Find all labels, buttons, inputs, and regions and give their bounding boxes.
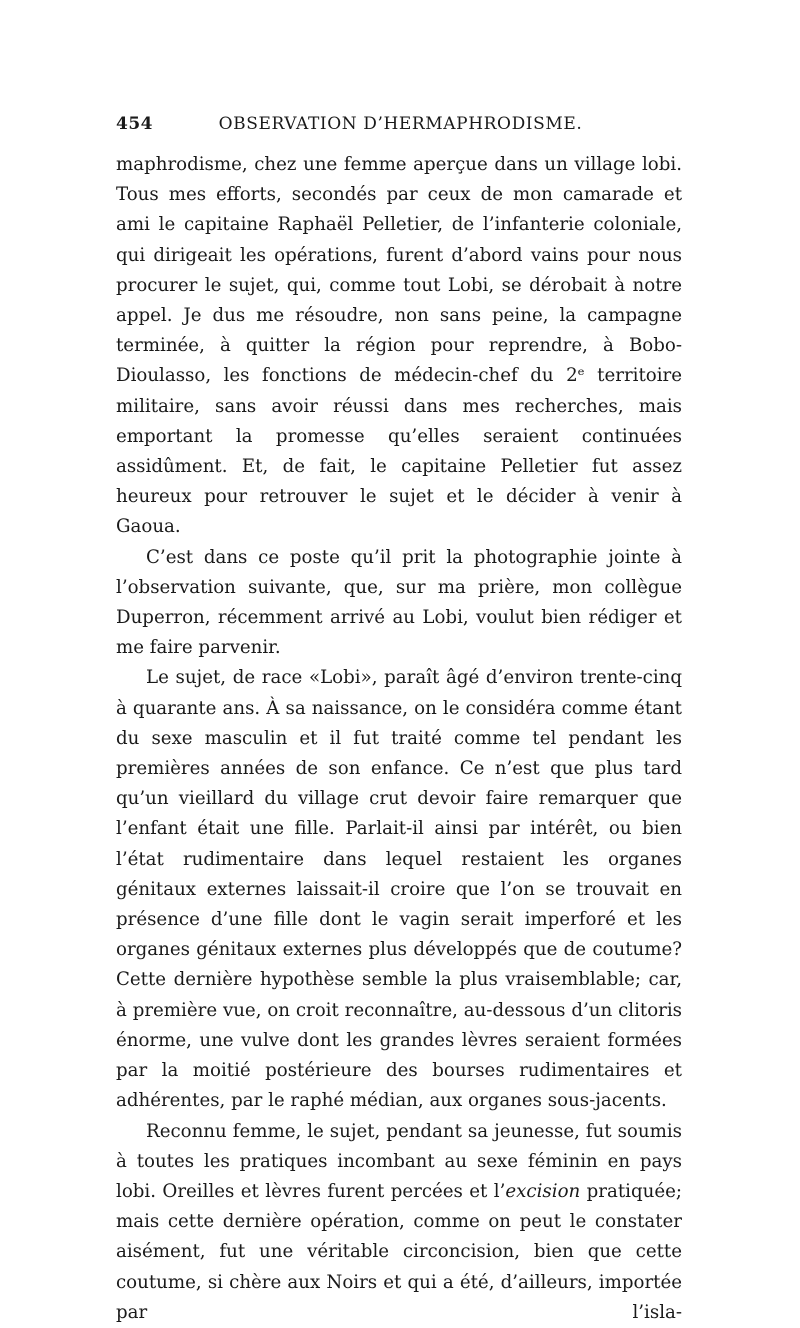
- paragraph-4-text-start: Reconnu femme, le sujet, pendant sa jeunesse, fut soumis à toutes les pratiques incombant au sexe féminin en pays lobi. Oreilles et lèvres furent percées et l’: [116, 1120, 682, 1202]
- page-number: 454: [116, 114, 153, 134]
- running-head: [116, 114, 682, 146]
- paragraph-4: [116, 1117, 682, 1328]
- running-title: OBSERVATION D’HERMAPHRODISME.: [218, 114, 583, 134]
- paragraph-3: Le sujet, de race «Lobi», paraît âgé d’environ trente-cinq à quarante ans. À sa naissance, on le considéra comme étant du sexe masculin et il fut traité comme tel pendant les premières années de son enfance. Ce n’est que plus tard qu’un vieillard du village crut devoir faire remarquer que l’enfant était une fille. Parlait-il ainsi par intérêt, ou bien l’état rudimentaire dans lequel restaient les organes génitaux externes laissait-il croire que l’on se trouvait en présence d’une fille dont le vagin serait imperforé et les organes génitaux externes plus développés que de coutume? Cette dernière hypothèse semble la plus vraisemblable; car, à première vue, on croit reconnaître, au-dessous d’un clitoris énorme, une vulve dont les grandes lèvres seraient formées par la moitié postérieure des bourses rudimentaires et adhérentes, par le raphé médian, aux organes sous-jacents.: [116, 667, 682, 1112]
- paragraph-4-text-end: pratiquée; mais cette dernière opération, comme on peut le constater aisément, fut une véritable circoncision, bien que cette coutume, si chère aux Noirs et qui a été, d’ailleurs, importée par l’isla-: [116, 1180, 682, 1323]
- paragraph-1: maphrodisme, chez une femme aperçue dans un village lobi. Tous mes efforts, secondés par ceux de mon camarade et ami le capitaine Raphaël Pelletier, de l’infanterie coloniale, qui dirigeait les opérations, furent d’abord vains pour nous procurer le sujet, qui, comme tout Lobi, se dérobait à notre appel. Je dus me résoudre, non sans peine, la campagne terminée, à quitter la région pour reprendre, à Bobo-Dioulasso, les fonctions de médecin-chef du 2ᵉ territoire militaire, sans avoir réussi dans mes recherches, mais emportant la promesse qu’elles seraient continuées assidûment. Et, de fait, le capitaine Pelletier fut assez heureux pour retrouver le sujet et le décider à venir à Gaoua.: [116, 154, 682, 538]
- paragraph-2: C’est dans ce poste qu’il prit la photographie jointe à l’observation suivante, que, sur ma prière, mon collègue Duperron, récemment arrivé au Lobi, voulut bien rédiger et me faire parvenir.: [116, 546, 682, 659]
- italic-term-excision: excision: [505, 1180, 581, 1202]
- text-block: [116, 114, 682, 1328]
